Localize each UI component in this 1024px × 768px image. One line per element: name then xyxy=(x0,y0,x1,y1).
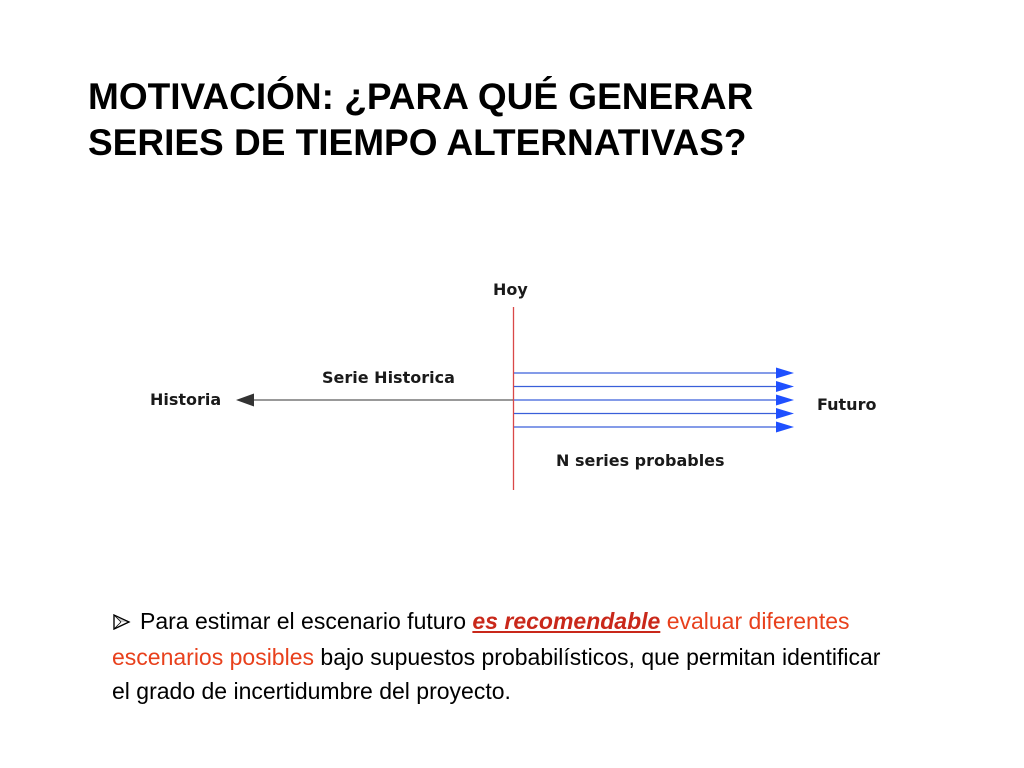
bullet-text-3: escenarios posibles xyxy=(112,643,315,670)
bullet-paragraph xyxy=(112,604,992,708)
arrow-right-icon xyxy=(776,408,794,419)
label-history: Historia xyxy=(150,390,222,409)
arrow-right-icon xyxy=(776,381,794,392)
label-n-series: N series probables xyxy=(556,451,725,470)
bullet-text-2: evaluar diferentes xyxy=(660,608,850,634)
arrow-right-icon xyxy=(776,395,794,406)
arrow-right-icon xyxy=(776,422,794,433)
bullet-line-3 xyxy=(112,674,992,708)
bullet-arrow-icon xyxy=(112,606,140,640)
slide-title-line-2: SERIES DE TIEMPO ALTERNATIVAS? xyxy=(88,122,747,163)
future-series-arrows xyxy=(514,368,794,433)
bullet-line-1 xyxy=(112,604,992,640)
arrow-right-icon xyxy=(776,368,794,379)
arrow-left-icon xyxy=(236,394,254,407)
bullet-text-4: bajo supuestos probabilísticos, que permitan identificar xyxy=(314,643,881,670)
slide-title-line-1: MOTIVACIÓN: ¿PARA QUÉ GENERAR xyxy=(88,76,754,117)
label-future: Futuro xyxy=(817,395,877,414)
bullet-line-2 xyxy=(112,640,992,674)
label-historic-series: Serie Historica xyxy=(322,368,455,387)
bullet-text-5: el grado de incertidumbre del proyecto. xyxy=(112,677,511,704)
bullet-text-1: Para estimar el escenario futuro xyxy=(140,608,473,634)
bullet-emphasis: es recomendable xyxy=(472,608,661,634)
label-today: Hoy xyxy=(493,280,528,299)
